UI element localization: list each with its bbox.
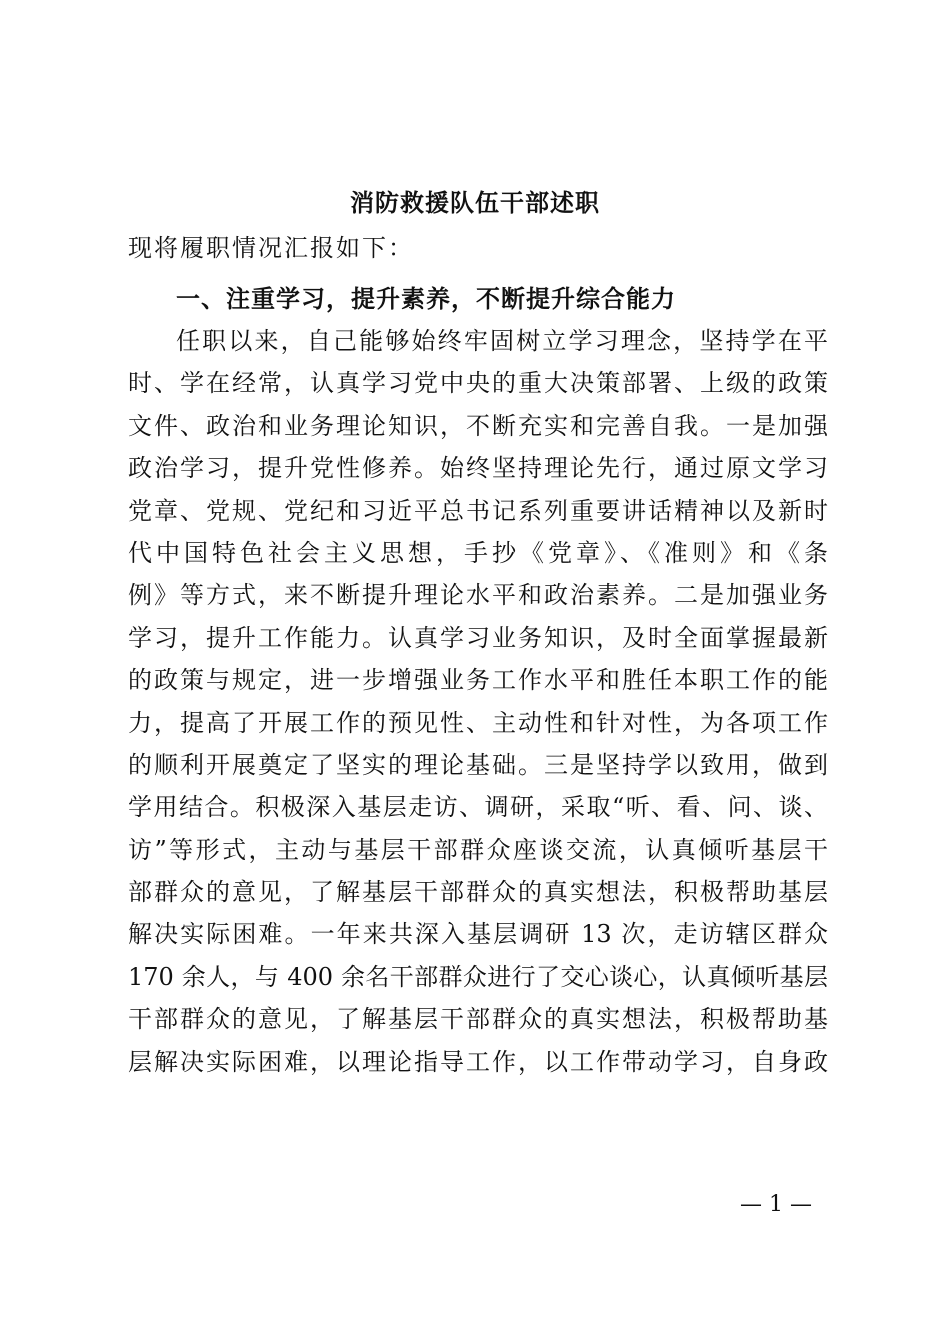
intro-text: 现将履职情况汇报如下： — [128, 234, 414, 262]
body-paragraph — [128, 320, 828, 1083]
paragraph-line: 层解决实际困难，以理论指导工作，以工作带动学习，自身政 — [128, 1047, 828, 1076]
paragraph-line: 例》等方式，来不断提升理论水平和政治素养。二是加强业务 — [128, 581, 828, 610]
paragraph-line: 文件、政治和业务理论知识，不断充实和完善自我。一是加强 — [128, 411, 828, 440]
paragraph-line: 任职以来，自己能够始终牢固树立学习理念，坚持学在平 — [176, 327, 828, 355]
paragraph-line: 学习，提升工作能力。认真学习业务知识，及时全面掌握最新 — [128, 623, 828, 652]
paragraph-line: 的政策与规定，进一步增强业务工作水平和胜任本职工作的能 — [128, 666, 828, 695]
page-number: — 1 — — [740, 1192, 812, 1217]
paragraph-line: 力，提高了开展工作的预见性、主动性和针对性，为各项工作 — [128, 708, 828, 737]
paragraph-line: 解决实际困难。一年来共深入基层调研 13 次，走访辖区群众 — [128, 920, 828, 949]
paragraph-line: 的顺利开展奠定了坚实的理论基础。三是坚持学以致用，做到 — [128, 750, 828, 779]
paragraph-line: 170 余人，与 400 余名干部群众进行了交心谈心，认真倾听基层 — [128, 962, 828, 991]
paragraph-line: 党章、党规、党纪和习近平总书记系列重要讲话精神以及新时 — [128, 496, 828, 525]
paragraph-line: 访”等形式，主动与基层干部群众座谈交流，认真倾听基层干 — [128, 835, 828, 864]
paragraph-line: 政治学习，提升党性修养。始终坚持理论先行，通过原文学习 — [128, 454, 828, 483]
section-heading: 一、注重学习，提升素养，不断提升综合能力 — [176, 285, 676, 313]
paragraph-line: 干部群众的意见，了解基层干部群众的真实想法，积极帮助基 — [128, 1005, 828, 1034]
paragraph-line: 部群众的意见，了解基层干部群众的真实想法，积极帮助基层 — [128, 878, 828, 907]
paragraph-line: 代中国特色社会主义思想，手抄《党章》、《准则》和《条 — [128, 538, 828, 567]
document-title: 消防救援队伍干部述职 — [350, 188, 600, 217]
paragraph-line: 学用结合。积极深入基层走访、调研，采取“听、看、问、谈、 — [128, 793, 828, 822]
paragraph-line: 时、学在经常，认真学习党中央的重大决策部署、上级的政策 — [128, 369, 828, 398]
